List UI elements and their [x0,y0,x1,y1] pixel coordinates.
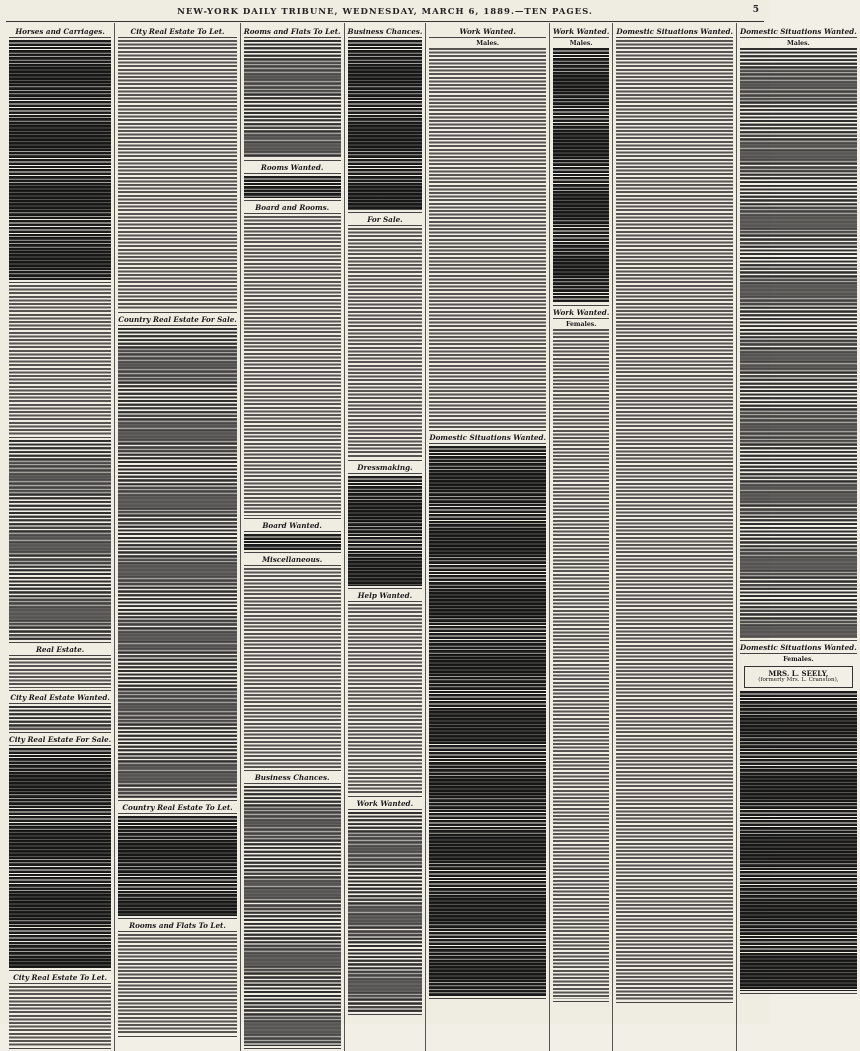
column-rule [429,998,546,999]
text-texture [118,40,237,310]
text-texture [118,934,237,1034]
classified-text-block [553,329,609,999]
section-heading: Domestic Situations Wanted. [429,433,547,442]
column-rule [348,212,423,213]
classified-columns [6,23,857,1019]
section-heading: City Real Estate Wanted. [10,693,110,702]
section-heading: Domestic Situations Wanted. [616,27,734,36]
column-7 [613,23,737,1051]
advert-line: (formerly Mrs. L. Cranston), [758,677,839,683]
column-rule [616,1002,733,1003]
section-heading: Rooms and Flats To Let. [243,27,341,36]
column-4 [345,23,427,1051]
page-number: 5 [752,5,760,15]
subheading: Males. [569,40,593,47]
column-rule [118,1036,237,1037]
text-texture [244,40,341,158]
section-heading: City Real Estate To Let. [9,973,111,984]
classified-text-block [244,40,341,158]
column-rule [553,305,609,306]
section-heading: For Sale. [348,215,423,226]
section-heading: Dressmaking. [348,463,423,474]
text-texture [429,446,546,996]
text-texture [9,748,111,968]
classified-text-block [118,40,237,310]
text-texture [244,568,341,768]
section-heading: Rooms Wanted. [244,163,341,174]
classified-text-block [9,748,111,968]
masthead [0,4,770,20]
text-texture [9,285,111,435]
text-texture [348,40,423,210]
text-texture [9,440,111,640]
text-texture [740,48,857,638]
classified-text-block [118,934,237,1034]
text-texture [553,48,609,303]
text-texture [118,816,237,916]
classified-text-block [348,40,423,210]
column-rule [9,437,111,438]
text-texture [348,476,423,586]
column-rule [348,460,423,461]
column-8 [737,23,860,1051]
classified-text-block [740,691,857,991]
column-rule [118,918,237,919]
column-rule [348,796,423,797]
column-5 [426,23,550,1051]
column-rule [9,1048,111,1049]
classified-text-block [9,440,111,640]
text-texture [348,228,423,458]
text-texture [616,40,733,1000]
section-heading: City Real Estate To Let. [118,27,237,38]
classified-text-block [429,446,546,996]
classified-text-block [244,176,341,198]
section-heading: Country Real Estate To Let. [118,803,237,814]
text-texture [348,604,423,794]
text-texture [429,48,546,428]
subheading: Males. [476,40,500,47]
text-texture [740,691,857,991]
column-rule [9,282,111,283]
classified-text-block [429,48,546,428]
section-heading: Work Wanted. [348,799,423,810]
column-rule [348,1014,423,1015]
classified-text-block [553,48,609,303]
column-2 [115,23,241,1051]
section-heading: Work Wanted. [553,27,610,36]
text-texture [348,812,423,1012]
subheading: Females. [783,656,814,663]
classified-text-block [616,40,733,1000]
column-rule [348,588,423,589]
section-heading: Business Chances. [244,773,341,784]
classified-text-block [244,216,341,516]
column-1 [6,23,115,1051]
column-rule [118,312,237,313]
classified-text-block [244,786,341,1046]
section-heading: Real Estate. [9,645,111,656]
column-rule [9,642,111,643]
column-rule [244,518,341,519]
column-rule [244,160,341,161]
section-heading: Domestic Situations Wanted. [740,643,857,652]
classified-text-block [118,816,237,916]
text-texture [244,786,341,1046]
section-heading: Country Real Estate For Sale. [118,315,237,324]
column-rule [244,552,341,553]
section-heading: Board and Rooms. [244,203,341,214]
section-heading: Board Wanted. [244,521,341,532]
section-heading: Horses and Carriages. [9,27,111,38]
classified-text-block [9,285,111,435]
column-rule [429,430,546,431]
column-6 [550,23,613,1051]
column-rule [9,970,111,971]
text-texture [9,40,111,280]
masthead-title: NEW-YORK DAILY TRIBUNE, WEDNESDAY, MARCH 6, 1889.—TEN PAGES. [177,7,593,17]
text-texture [9,706,111,730]
subheading: Males. [786,40,810,47]
section-heading: Domestic Situations Wanted. [740,27,857,36]
section-heading: Help Wanted. [348,591,423,602]
column-3 [241,23,345,1051]
text-texture [244,534,341,550]
classified-text-block [348,812,423,1012]
classified-text-block [9,658,111,688]
section-heading: Business Chances. [347,27,423,36]
classified-text-block [9,706,111,730]
column-rule [553,1001,609,1002]
column-rule [740,640,857,641]
section-heading: Work Wanted. [553,308,610,317]
text-texture [244,216,341,516]
classified-text-block [9,986,111,1046]
text-texture [9,986,111,1046]
classified-text-block [9,40,111,280]
column-rule [118,800,237,801]
column-rule [9,690,111,691]
masthead-rule [6,21,764,22]
column-rule [244,200,341,201]
classified-text-block [244,534,341,550]
classified-text-block [348,604,423,794]
section-heading: Work Wanted. [429,27,546,38]
subheading: Females. [565,321,597,328]
column-rule [244,770,341,771]
section-heading: Miscellaneous. [244,555,341,566]
section-heading: Rooms and Flats To Let. [118,921,237,932]
column-rule [740,993,857,994]
classified-text-block [244,568,341,768]
text-texture [9,658,111,688]
column-rule [9,732,111,733]
column-rule [244,1048,341,1049]
text-texture [553,329,609,999]
advert-name: MRS. L. SEELY, [768,669,829,678]
classified-text-block [740,48,857,638]
text-texture [118,328,237,798]
classified-text-block [348,476,423,586]
classified-text-block [118,328,237,798]
display-advert [744,666,853,688]
section-heading: City Real Estate For Sale. [9,735,112,744]
classified-text-block [348,228,423,458]
text-texture [244,176,341,198]
